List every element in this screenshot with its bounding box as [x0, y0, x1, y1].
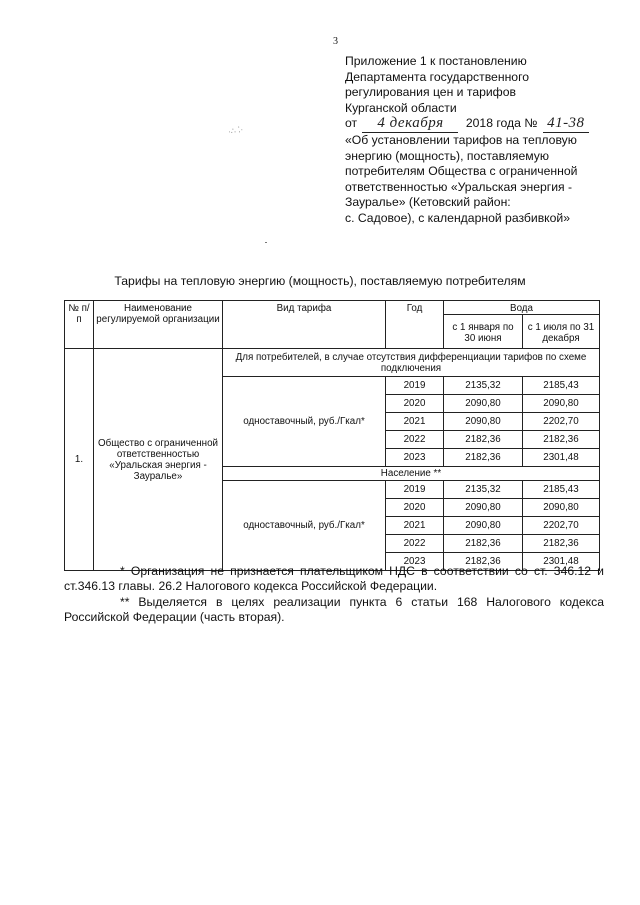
header-year: Год	[386, 301, 444, 349]
faint-stamp-mark: ·∴ ⁚·	[227, 124, 244, 137]
header-num: № п/п	[65, 301, 94, 349]
handwritten-number: 41-38	[543, 116, 589, 133]
value-cell: 2090,80	[444, 517, 523, 535]
year-cell: 2019	[386, 377, 444, 395]
stray-mark	[265, 242, 267, 243]
value-cell: 2135,32	[444, 377, 523, 395]
value-cell: 2090,80	[444, 413, 523, 431]
footnote-population: ** Выделяется в целях реализации пункта 6 статьи 168 Налогового кодекса Российской Федерации (часть вторая).	[64, 594, 604, 625]
year-text: 2018 года №	[465, 116, 538, 131]
year-cell: 2021	[386, 413, 444, 431]
year-cell: 2021	[386, 517, 444, 535]
value-cell: 2182,36	[444, 431, 523, 449]
value-cell: 2090,80	[444, 499, 523, 517]
value-cell: 2301,48	[523, 553, 600, 571]
handwritten-date: 4 декабря	[362, 116, 458, 133]
year-cell: 2020	[386, 395, 444, 413]
footnotes	[64, 564, 604, 626]
value-cell: 2182,36	[444, 553, 523, 571]
group-label: Для потребителей, в случае отсутствия дифференциации тарифов по схеме подключения	[223, 349, 600, 377]
footnote-vat: * Организация не признается плательщиком НДС в соответствии со ст. 346.12 и ст.346.13 главы. 26.2 Налогового кодекса Российской Федерации.	[64, 564, 604, 594]
value-cell: 2090,80	[444, 395, 523, 413]
tariff-type: одноставочный, руб./Гкал*	[223, 377, 386, 467]
year-cell: 2023	[386, 553, 444, 571]
value-cell: 2135,32	[444, 481, 523, 499]
table-title: Тарифы на тепловую энергию (мощность), поставляемую потребителям	[114, 274, 526, 288]
title-line: Зауралье» (Кетовский район:	[345, 195, 511, 210]
page-number: 3	[333, 36, 338, 47]
title-line: «Об установлении тарифов на тепловую	[345, 132, 577, 147]
value-cell: 2202,70	[523, 413, 600, 431]
header-period-2: с 1 июля по 31 декабря	[523, 315, 600, 349]
value-cell: 2090,80	[523, 499, 600, 517]
value-cell: 2185,43	[523, 377, 600, 395]
header-tariff-type: Вид тарифа	[223, 301, 386, 349]
title-line: потребителям Общества с ограниченной	[345, 164, 578, 179]
value-cell: 2182,36	[444, 449, 523, 467]
appendix-line: Департамента государственного	[345, 69, 530, 84]
year-cell: 2019	[386, 481, 444, 499]
value-cell: 2182,36	[523, 431, 600, 449]
value-cell: 2202,70	[523, 517, 600, 535]
tariff-table	[64, 300, 600, 571]
year-cell: 2020	[386, 499, 444, 517]
value-cell: 2182,36	[444, 535, 523, 553]
appendix-header	[345, 54, 615, 227]
value-cell: 2182,36	[523, 535, 600, 553]
header-water: Вода	[444, 301, 600, 315]
value-cell: 2301,48	[523, 449, 600, 467]
title-line: ответственностью «Уральская энергия -	[345, 179, 573, 194]
appendix-line: Приложение 1 к постановлению	[345, 54, 527, 68]
title-line: с. Садовое), с календарной разбивкой»	[345, 210, 571, 225]
year-cell: 2023	[386, 449, 444, 467]
tariff-type: одноставочный, руб./Гкал*	[223, 481, 386, 571]
appendix-line: Курганской области	[345, 100, 457, 115]
header-org: Наименование регулируемой организации	[94, 301, 223, 349]
year-cell: 2022	[386, 431, 444, 449]
row-number: 1.	[65, 349, 94, 571]
appendix-line: регулирования цен и тарифов	[345, 85, 516, 100]
header-period-1: с 1 января по 30 июня	[444, 315, 523, 349]
date-prefix: от	[345, 116, 358, 131]
value-cell: 2185,43	[523, 481, 600, 499]
group-label: Население **	[223, 467, 600, 481]
date-line	[345, 116, 615, 133]
title-line: энергию (мощность), поставляемую	[345, 148, 550, 163]
year-cell: 2022	[386, 535, 444, 553]
value-cell: 2090,80	[523, 395, 600, 413]
organization-name: Общество с ограниченной ответственностью «Уральская энергия - Зауралье»	[94, 349, 223, 571]
